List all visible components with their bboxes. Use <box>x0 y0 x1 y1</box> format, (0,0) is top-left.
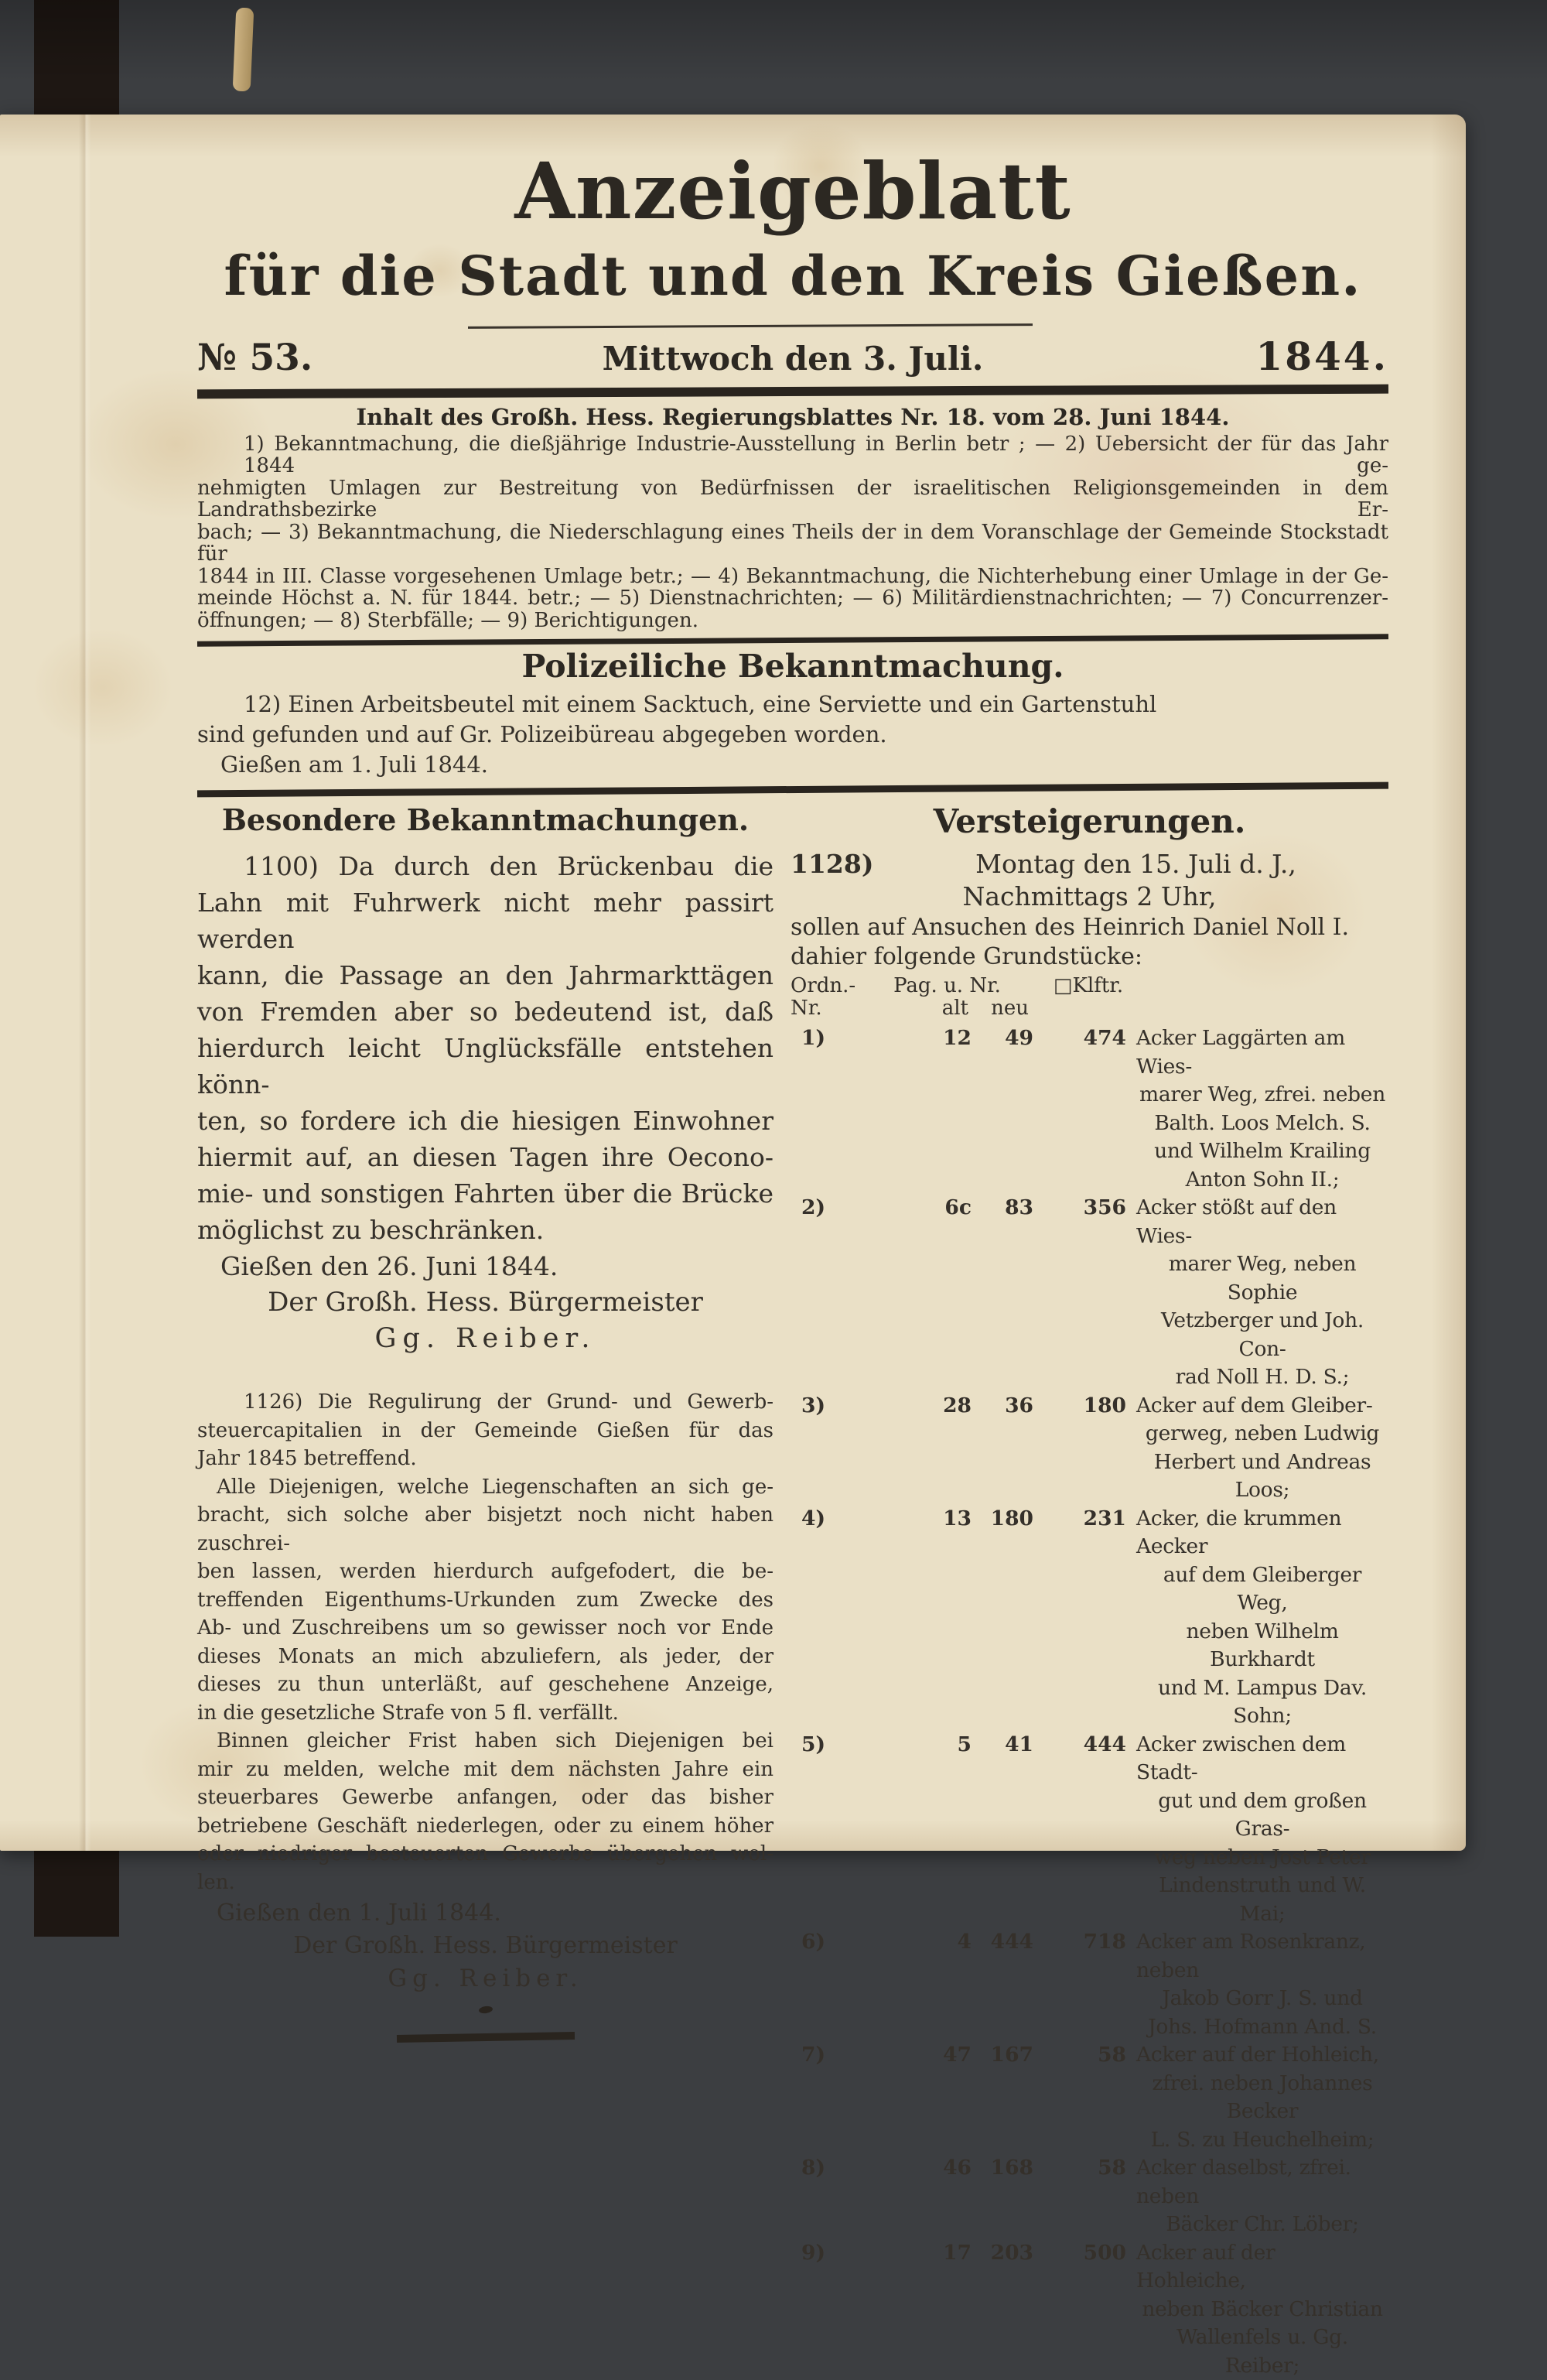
row-klftr: 718 <box>1033 1928 1126 2041</box>
notice-line: 1100) Da durch den Brückenbau die <box>197 848 774 884</box>
row-ordn-nr: 7) <box>791 2041 867 2154</box>
row-klftr: 500 <box>1033 2239 1126 2380</box>
row-pag-neu: 180 <box>972 1505 1033 1731</box>
auction-table-row <box>791 2041 1388 2154</box>
row-description-line: und Wilhelm Krailing <box>1136 1137 1388 1166</box>
row-ordn-nr: 1) <box>791 1024 867 1194</box>
row-pag-neu: 36 <box>972 1392 1033 1505</box>
page-content <box>197 115 1388 2380</box>
row-description-line: Wallenfels u. Gg. Reiber; <box>1136 2324 1388 2380</box>
row-pag-alt: 47 <box>867 2041 972 2154</box>
signature-name: Gg. Reiber. <box>197 1961 774 1995</box>
notice-line: Ab- und Zuschreibens um so gewisser noch vor Ende <box>197 1614 774 1643</box>
row-klftr: 356 <box>1033 1194 1126 1392</box>
row-description-line: zfrei. neben Johannes Becker <box>1136 2070 1388 2126</box>
row-pag-neu: 168 <box>972 2154 1033 2239</box>
row-pag-neu: 203 <box>972 2239 1033 2380</box>
inhalt-line: öffnungen; — 8) Sterbfälle; — 9) Berichtigungen. <box>197 610 1388 632</box>
newspaper-page <box>0 115 1466 1851</box>
paper-sliver <box>233 8 254 92</box>
col-header-alt: alt <box>864 997 968 1020</box>
row-description-line: neben Wilhelm Burkhardt <box>1136 1618 1388 1674</box>
row-pag-alt: 17 <box>867 2239 972 2380</box>
row-description-line: Balth. Loos Melch. S. <box>1136 1110 1388 1138</box>
row-ordn-nr: 5) <box>791 1731 867 1929</box>
row-description-line: Acker Laggärten am Wies- <box>1136 1024 1388 1081</box>
issue-number: № 53. <box>197 337 452 379</box>
row-description <box>1126 1731 1388 1929</box>
row-ordn-nr: 8) <box>791 2154 867 2239</box>
row-description-line: Anton Sohn II.; <box>1136 1166 1388 1195</box>
row-klftr: 444 <box>1033 1731 1126 1929</box>
row-description-line: auf dem Gleiberger Weg, <box>1136 1561 1388 1618</box>
auction-heading: Versteigerungen. <box>791 802 1388 840</box>
row-description-line: gut und dem großen Gras- <box>1136 1787 1388 1844</box>
polizei-date: Gießen am 1. Juli 1844. <box>197 750 1388 780</box>
col-header-pag: Pag. u. Nr. <box>864 975 1030 997</box>
row-description-line: rad Noll H. D. S.; <box>1136 1363 1388 1392</box>
scan-shadow <box>0 0 1547 116</box>
notice-1126 <box>197 1388 774 1995</box>
signature-title: Der Großh. Hess. Bürgermeister <box>197 1930 774 1961</box>
col-header-neu: neu <box>968 997 1029 1020</box>
row-description-line: Sohn; <box>1136 1702 1388 1731</box>
notice-line: bracht, sich solche aber bisjetzt noch nicht haben zuschrei- <box>197 1501 774 1558</box>
polizei-body <box>197 689 1388 780</box>
notice-line: mie- und sonstigen Fahrten über die Brücke <box>197 1175 774 1212</box>
row-description-line: Vetzberger und Joh. Con- <box>1136 1307 1388 1363</box>
notice-line: steuercapitalien in der Gemeinde Gießen für das <box>197 1417 774 1445</box>
notice-line: Alle Diejenigen, welche Liegenschaften an sich ge- <box>197 1473 774 1502</box>
row-description <box>1126 2041 1388 2154</box>
auction-ref: 1128) <box>791 848 883 881</box>
notice-line: len. <box>197 1869 774 1897</box>
auction-table-row <box>791 2239 1388 2380</box>
notice-date: Gießen den 1. Juli 1844. <box>197 1896 774 1930</box>
row-description-line: Acker stößt auf den Wies- <box>1136 1194 1388 1250</box>
row-klftr: 474 <box>1033 1024 1126 1194</box>
row-description-line: L. S. zu Heuchelheim; <box>1136 2126 1388 2155</box>
signature-name: Gg. Reiber. <box>197 1321 774 1357</box>
end-divider-rule <box>396 2032 574 2043</box>
polizei-line: 12) Einen Arbeitsbeutel mit einem Sacktuch, eine Serviette und ein Gartenstuhl <box>197 689 1388 720</box>
row-pag-alt: 46 <box>867 2154 972 2239</box>
polizei-line: sind gefunden und auf Gr. Polizeibüreau abgegeben worden. <box>197 720 1388 750</box>
notice-line: dieses zu thun unterläßt, auf geschehene Anzeige, <box>197 1670 774 1699</box>
row-pag-alt: 4 <box>867 1928 972 2041</box>
notice-line: ten, so fordere ich die hiesigen Einwohner <box>197 1103 774 1139</box>
issue-year: 1844. <box>1133 333 1388 379</box>
row-pag-alt: 6c <box>867 1194 972 1392</box>
auction-table <box>791 1024 1388 2380</box>
row-description-line: gerweg, neben Ludwig <box>1136 1420 1388 1448</box>
auction-table-row <box>791 1392 1388 1505</box>
row-ordn-nr: 9) <box>791 2239 867 2380</box>
row-klftr: 58 <box>1033 2041 1126 2154</box>
row-description-line: Acker daselbst, zfrei. neben <box>1136 2154 1388 2211</box>
notice-line: 1126) Die Regulirung der Grund- und Gewerb- <box>197 1388 774 1417</box>
row-pag-alt: 28 <box>867 1392 972 1505</box>
masthead-thin-rule <box>468 323 1033 329</box>
row-klftr: 58 <box>1033 2154 1126 2239</box>
inhalt-line: meinde Höchst a. N. für 1844. betr.; — 5) Dienstnachrichten; — 6) Militärdienstnachrichten; — 7) Concurrenzer- <box>197 587 1388 610</box>
row-pag-alt: 5 <box>867 1731 972 1929</box>
notice-line: betriebene Geschäft niederlegen, oder zu einem höher <box>197 1812 774 1841</box>
inhalt-line: 1844 in III. Classe vorgesehenen Umlage betr.; — 4) Bekanntmachung, die Nichterhebung einer Umlage in der Ge- <box>197 566 1388 588</box>
notice-line: kann, die Passage an den Jahrmarkttägen <box>197 957 774 993</box>
row-description <box>1126 1024 1388 1194</box>
row-description-line: Acker auf dem Gleiber- <box>1136 1392 1388 1421</box>
auction-table-header <box>791 975 1388 1020</box>
masthead-subtitle: für die Stadt und den Kreis Gießen. <box>197 248 1388 305</box>
auction-table-row <box>791 1928 1388 2041</box>
row-description <box>1126 1928 1388 2041</box>
notice-line: Binnen gleicher Frist haben sich Diejenigen bei <box>197 1727 774 1756</box>
heavy-rule-top <box>197 384 1388 398</box>
inhalt-line: 1) Bekanntmachung, die dießjährige Industrie-Ausstellung in Berlin betr ; — 2) Uebersicht der für das Jahr 1844 ge- <box>197 433 1388 477</box>
divider-rule <box>197 782 1388 798</box>
row-pag-neu: 41 <box>972 1731 1033 1929</box>
row-pag-neu: 444 <box>972 1928 1033 2041</box>
row-description-line: Johs. Hofmann And. S. <box>1136 2013 1388 2042</box>
notice-1100 <box>197 848 774 1357</box>
row-description-line: Bäcker Chr. Löber; <box>1136 2211 1388 2239</box>
issue-date: Mittwoch den 3. Juli. <box>452 340 1133 378</box>
auction-time-line: Nachmittags 2 Uhr, <box>791 881 1388 913</box>
divider-rule <box>197 634 1388 646</box>
row-description <box>1126 1194 1388 1392</box>
notice-line: hierdurch leicht Unglücksfälle entstehen könn- <box>197 1030 774 1103</box>
row-pag-neu: 167 <box>972 2041 1033 2154</box>
auction-intro-line: sollen auf Ansuchen des Heinrich Daniel Noll I. <box>791 913 1388 942</box>
notice-line: Jahr 1845 betreffend. <box>197 1445 774 1473</box>
auction-table-row <box>791 1024 1388 1194</box>
row-description <box>1126 1392 1388 1505</box>
signature-title: Der Großh. Hess. Bürgermeister <box>197 1284 774 1321</box>
notice-line: mir zu melden, welche mit dem nächsten Jahre ein <box>197 1756 774 1784</box>
polizei-heading: Polizeiliche Bekanntmachung. <box>197 648 1388 685</box>
notice-line: dieses Monats an mich abzuliefern, als jeder, der <box>197 1643 774 1671</box>
row-description-line: Acker, die krummen Aecker <box>1136 1505 1388 1561</box>
auction-table-row <box>791 1731 1388 1929</box>
row-description-line: Lindenstruth und W. Mai; <box>1136 1872 1388 1928</box>
column-left <box>197 802 774 2380</box>
col-header-ordn: Ordn.- <box>791 975 864 997</box>
inhalt-body <box>197 433 1388 632</box>
notice-line: in die gesetzliche Strafe von 5 fl. verfällt. <box>197 1699 774 1728</box>
row-ordn-nr: 3) <box>791 1392 867 1505</box>
row-pag-neu: 49 <box>972 1024 1033 1194</box>
row-description <box>1126 2239 1388 2380</box>
row-pag-alt: 13 <box>867 1505 972 1731</box>
auction-table-row <box>791 1505 1388 1731</box>
row-pag-neu: 83 <box>972 1194 1033 1392</box>
notice-line: ben lassen, werden hierdurch aufgefodert, die be- <box>197 1558 774 1586</box>
notice-line: treffenden Eigenthums-Urkunden zum Zwecke des <box>197 1586 774 1615</box>
row-description <box>1126 1505 1388 1731</box>
row-pag-alt: 12 <box>867 1024 972 1194</box>
row-description-line: Acker auf der Hohleiche, <box>1136 2239 1388 2296</box>
notice-line: steuerbares Gewerbe anfangen, oder das bisher <box>197 1783 774 1812</box>
row-ordn-nr: 4) <box>791 1505 867 1731</box>
row-ordn-nr: 2) <box>791 1194 867 1392</box>
auction-ref-row <box>791 848 1388 881</box>
row-description-line: und M. Lampus Dav. <box>1136 1674 1388 1703</box>
row-description-line: Herbert und Andreas Loos; <box>1136 1448 1388 1505</box>
row-description-line: Acker auf der Hohleich, <box>1136 2041 1388 2070</box>
notice-line: oder niedriger besteuerten Gewerbe übergehen wol- <box>197 1840 774 1869</box>
row-description-line: Acker zwischen dem Stadt- <box>1136 1731 1388 1787</box>
divider-ornament <box>478 2006 493 2014</box>
row-description-line: marer Weg, neben Sophie <box>1136 1250 1388 1307</box>
col-header-nr: Nr. <box>791 997 864 1020</box>
auction-table-row <box>791 2154 1388 2239</box>
column-right <box>791 802 1388 2380</box>
row-ordn-nr: 6) <box>791 1928 867 2041</box>
row-description-line: Jakob Gorr J. S. und <box>1136 1985 1388 2013</box>
columns <box>197 802 1388 2380</box>
row-klftr: 180 <box>1033 1392 1126 1505</box>
row-description-line: marer Weg, zfrei. neben <box>1136 1081 1388 1110</box>
auction-table-row <box>791 1194 1388 1392</box>
notice-line: von Fremden aber so bedeutend ist, daß <box>197 993 774 1030</box>
left-heading: Besondere Bekanntmachungen. <box>197 802 774 837</box>
inhalt-line: nehmigten Umlagen zur Bestreitung von Bedürfnissen der israelitischen Religionsgemeinden in dem Landrathsbezirke Er- <box>197 477 1388 521</box>
masthead-title: Anzeigeblatt <box>197 149 1388 234</box>
inhalt-line: bach; — 3) Bekanntmachung, die Niederschlagung eines Theils der in dem Voranschlage der Gemeinde Stockstadt für <box>197 521 1388 566</box>
row-description-line: neben Bäcker Christian <box>1136 2296 1388 2324</box>
notice-line: Lahn mit Fuhrwerk nicht mehr passirt werden <box>197 884 774 957</box>
auction-intro-line: dahier folgende Grundstücke: <box>791 942 1388 972</box>
row-description-line: weg neben Jost Peter <box>1136 1844 1388 1872</box>
page-crease <box>79 115 91 1851</box>
row-description-line: Acker am Rosenkranz, neben <box>1136 1928 1388 1985</box>
row-description <box>1126 2154 1388 2239</box>
col-header-klftr: □Klftr. <box>1030 975 1146 997</box>
notice-line: hiermit auf, an diesen Tagen ihre Oecono- <box>197 1139 774 1175</box>
auction-date-line: Montag den 15. Juli d. J., <box>883 848 1388 881</box>
notice-date: Gießen den 26. Juni 1844. <box>197 1248 774 1284</box>
issue-row <box>197 333 1388 379</box>
inhalt-heading: Inhalt des Großh. Hess. Regierungsblattes Nr. 18. vom 28. Juni 1844. <box>197 404 1388 430</box>
row-klftr: 231 <box>1033 1505 1126 1731</box>
notice-line: möglichst zu beschränken. <box>197 1212 774 1248</box>
